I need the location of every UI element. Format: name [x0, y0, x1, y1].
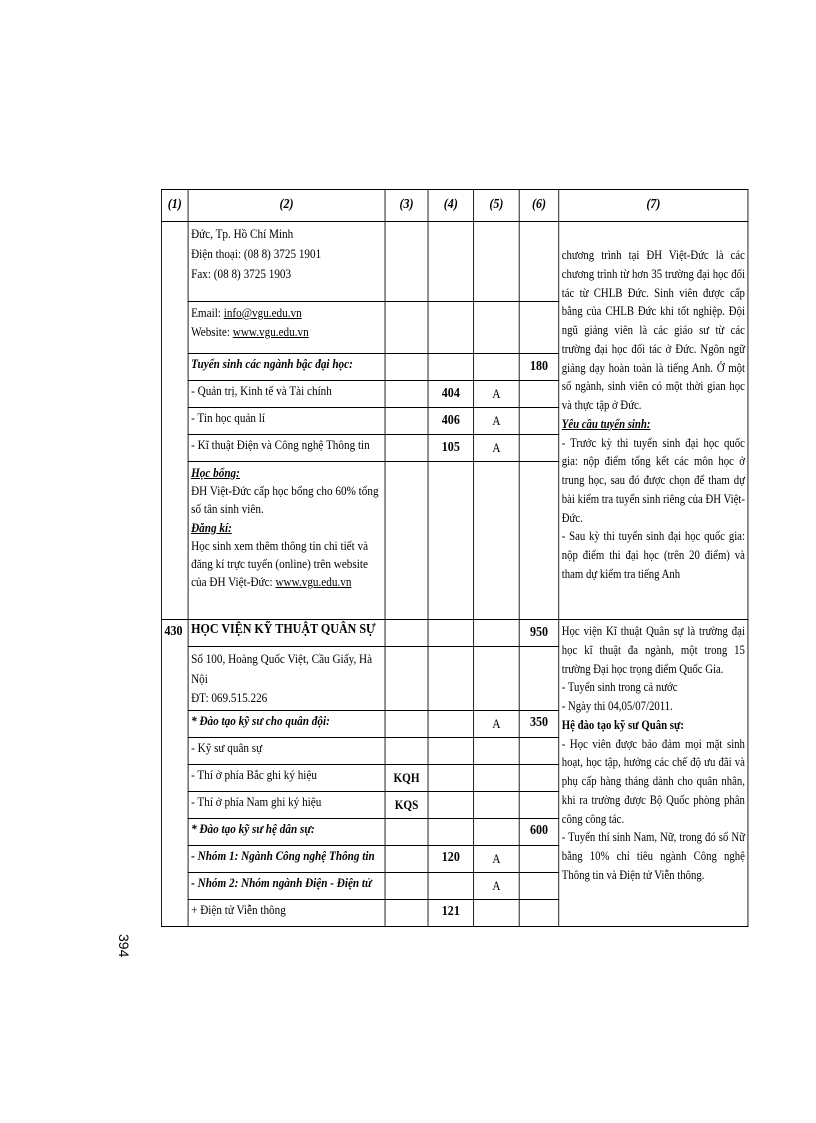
military-title: * Đào tạo kỹ sư cho quân đội:	[188, 710, 385, 737]
school-id: 430	[161, 620, 188, 927]
table-row: - Nhóm 1: Ngành Công nghệ Thông tin 120 A	[161, 845, 748, 872]
civil-title: * Đào tạo kỹ sư hệ dân sự:	[188, 818, 385, 845]
header-cell: (2)	[188, 190, 385, 222]
vgu-notes: chương trình tại ĐH Việt-Đức là các chương trình từ hơn 35 trường đại học đối tác từ CHLB Đức. Sinh viên được cấp bằng của CHLB Đức khi tốt nghiệp. Đội ngũ giảng viên là các giáo sư từ các trường đại học đối tác ở Đức. Ngôn ngữ giảng dạy hoàn toàn là tiếng Anh. Ở một số ngành, sinh viên có một thời gian học và thực tập ở Đức. Yêu cầu tuyển sinh: - Trước kỳ thi tuyển sinh đại học quốc gia: nộp điểm tổng kết các môn học ở trung học, sau đó được chọn để tham dự bài kiểm tra tuyển sinh riêng của ĐH Việt-Đức. - Sau kỳ thi tuyển sinh đại học quốc gia: nộp điểm thi đại học (trên 20 điểm) và tham dự kiểm tra tiếng Anh	[559, 222, 748, 620]
mta-notes: Học viện Kĩ thuật Quân sự là trường đại học kĩ thuật đa ngành, một trong 15 trường Đại học trọng điểm Quốc Gia. - Tuyển sinh trong cả nước - Ngày thi 04,05/07/2011. Hệ đào tạo kỹ sư Quân sự: - Học viên được bảo đảm mọi mặt sinh hoạt, học tập, hưởng các chế độ ưu đãi và phụ cấp hàng tháng dành cho quân nhân, khi ra trường được Bộ Quốc phòng phân công công tác. - Tuyển thí sinh Nam, Nữ, trong đó số Nữ bằng 10% chỉ tiêu ngành Công nghệ Thông tin và Điện tử Viễn thông.	[559, 620, 748, 927]
table-row: - Nhóm 2: Nhóm ngành Điện - Điện tử A	[161, 872, 748, 899]
military-block: A	[474, 710, 520, 737]
section-quota: 180	[519, 354, 559, 381]
header-cell: (6)	[519, 190, 559, 222]
vgu-scholarship: Học bổng: ĐH Việt-Đức cấp học bổng cho 60% tổng số tân sinh viên. Đăng kí: Học sinh xem thêm thông tin chi tiết và đăng kí trực tuyến (online) trên website của ĐH Việt-Đức: www.vgu.edu.vn	[188, 462, 385, 620]
school-name: HỌC VIỆN KỸ THUẬT QUÂN SỰ	[188, 620, 385, 647]
header-cell: (1)	[161, 190, 188, 222]
major-code: 406	[428, 408, 474, 435]
south-code: KQS	[385, 791, 428, 818]
page-number: 394	[116, 934, 132, 958]
email-link[interactable]: info@vgu.edu.vn	[223, 305, 302, 320]
major-code: 404	[428, 381, 474, 408]
table-row: - Thí ở phía Nam ghi ký hiệu KQS	[161, 791, 748, 818]
register-link[interactable]: www.vgu.edu.vn	[275, 574, 352, 590]
civil-quota: 600	[519, 818, 559, 845]
major-block: A	[474, 435, 520, 462]
website-link[interactable]: www.vgu.edu.vn	[232, 323, 309, 339]
header-cell: (4)	[428, 190, 474, 222]
admissions-table	[161, 189, 748, 927]
vgu-contact: Email: info@vgu.edu.vn Website: www.vgu.edu.vn	[188, 302, 385, 354]
major-name: - Kĩ thuật Điện và Công nghệ Thông tin	[188, 435, 385, 462]
table-row: - Kỹ sư quân sự	[161, 737, 748, 764]
header-cell: (3)	[385, 190, 428, 222]
header-cell: (7)	[559, 190, 748, 222]
major-code: 105	[428, 435, 474, 462]
total-quota: 950	[519, 620, 559, 647]
header-row	[161, 190, 748, 222]
table-row	[161, 222, 748, 302]
mta-address: Số 100, Hoàng Quốc Việt, Cầu Giấy, Hà Nội ĐT: 069.515.226	[188, 647, 385, 711]
major-block: A	[474, 381, 520, 408]
north-code: KQH	[385, 764, 428, 791]
major-name: - Tin học quản lí	[188, 408, 385, 435]
section-title: Tuyển sinh các ngành bậc đại học:	[188, 354, 385, 381]
table-row	[161, 620, 748, 647]
military-quota: 350	[519, 710, 559, 737]
vgu-address: Đức, Tp. Hồ Chí Minh Điện thoại: (08 8) 3725 1901 Fax: (08 8) 3725 1903	[188, 222, 385, 302]
table-row: + Điện tử Viễn thông 121	[161, 899, 748, 926]
major-name: - Quản trị, Kinh tế và Tài chính	[188, 381, 385, 408]
table-row: - Thí ở phía Bắc ghi ký hiệu KQH	[161, 764, 748, 791]
header-cell: (5)	[474, 190, 520, 222]
major-block: A	[474, 408, 520, 435]
